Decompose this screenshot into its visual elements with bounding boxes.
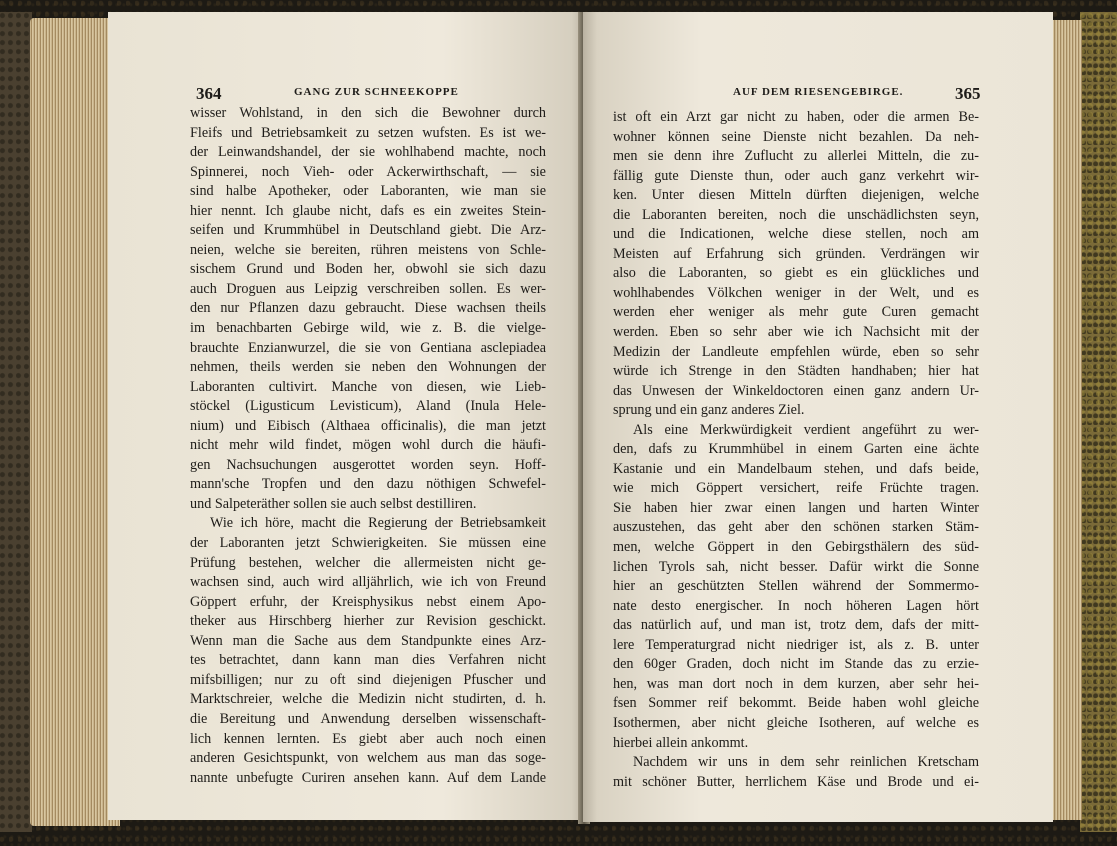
text-line: fällig gute Dienste thun, oder auch ganz verkehrt wir- xyxy=(613,167,979,184)
text-line: den, dafs zu Krummhübel in einem Garten eine ächte xyxy=(613,441,979,458)
text-line: Medizin der Landleute empfehlen würde, eben so sehr xyxy=(613,343,979,360)
text-line: hierbei allein ankommt. xyxy=(613,734,749,751)
text-line: wohlhabendes Völkchen weniger in der Welt, und es xyxy=(613,284,979,301)
text-line: den 60ger Graden, doch nicht im Stande das zu erzie- xyxy=(613,656,979,673)
text-line: nehmen, theils werden sie neben den Wohnungen der xyxy=(190,359,546,376)
left-page-body xyxy=(190,104,546,788)
text-line: nium) und Eibisch (Althaea officinalis), die man jetzt xyxy=(190,417,546,434)
text-line: Isothermen, aber nicht gleiche Isotheren, auf welche es xyxy=(613,714,979,731)
text-line: das natürlich auf, und man ist, trotz dem, dafs der mitt- xyxy=(613,617,979,634)
text-line: würde ich Strenge in den Städten handhaben; hier hat xyxy=(613,363,979,380)
text-line: lich kennen lernten. Es giebt aber auch noch einen xyxy=(190,730,546,747)
text-line: nate desto energischer. In noch höheren Lagen hört xyxy=(613,597,979,614)
text-line: gen Nachsuchungen ausgerottet worden seyn. Hoff- xyxy=(190,456,546,473)
text-line: men sie denn ihre Zuflucht zu allerlei Mitteln, die zu- xyxy=(613,148,979,165)
right-page-number: 365 xyxy=(955,84,981,103)
text-line: wohner können seine Dienste nicht bezahlen. Da neh- xyxy=(613,128,979,145)
text-line: werden eher weniger als mehr gute Curen gemacht xyxy=(613,304,979,321)
text-line: werden. Eben so sehr aber wie ich Nachsicht mit der xyxy=(613,324,979,341)
text-line: mann'sche Tropfen und den dazu nöthigen Schwefel- xyxy=(190,476,546,493)
text-line: ken. Unter diesen Mitteln dürften diejenigen, welche xyxy=(613,187,979,204)
book-cover-left xyxy=(0,12,32,832)
text-line: lichen Tyrols sah, nicht besser. Dafür wirkt die Sonne xyxy=(613,558,979,575)
left-page xyxy=(108,12,586,820)
text-line: fsen Sommer reif bekommt. Beide haben wohl gleiche xyxy=(613,695,979,712)
text-line: also die Laboranten, so giebt es ein glückliches und xyxy=(613,265,979,282)
text-line: Kastanie und ein Mandelbaum stehen, und dafs beide, xyxy=(613,460,979,477)
book-cover-right xyxy=(1080,12,1117,832)
text-line: wie mich Göppert versichert, reife Früchte tragen. xyxy=(613,480,979,497)
left-page-number: 364 xyxy=(196,84,222,103)
text-line: tes betrachtet, dann kann man dies Verfahren nicht xyxy=(190,652,546,669)
text-line: auch Droguen aus Leipzig verschreiben sollen. Es wer- xyxy=(190,280,546,297)
text-line: und die Indicationen, welche diese stellen, noch am xyxy=(613,226,979,243)
text-line: im benachbarten Gebirge wild, wie z. B. die vielge- xyxy=(190,320,546,337)
text-line: Fleifs und Betriebsamkeit zu setzen wufsten. Es ist we- xyxy=(190,124,546,141)
text-line: Marktschreier, welche die Medizin nicht studirten, d. h. xyxy=(190,691,546,708)
text-line: Nachdem wir uns in dem sehr reinlichen Kretscham xyxy=(633,754,979,771)
text-line: der Leinwandshandel, der sie wohlhabend machte, noch xyxy=(190,144,546,161)
text-line: Prüfung bestehen, welcher die allermeisten nicht ge- xyxy=(190,554,546,571)
text-line: Meisten auf Erfahrung sich gründen. Verdrängen wir xyxy=(613,245,979,262)
text-line: der Laboranten jetzt Schwierigkeiten. Sie müssen eine xyxy=(190,535,546,552)
right-page-body xyxy=(613,108,979,792)
text-line: Wenn man die Sache aus dem Standpunkte eines Arz- xyxy=(190,632,546,649)
text-line: men, welche Göppert in den Gebirgsthälern des süd- xyxy=(613,539,979,556)
left-running-head: GANG ZUR SCHNEEKOPPE xyxy=(294,86,459,98)
text-line: und Salpeteräther sollen sie auch selbst destilliren. xyxy=(190,495,477,512)
text-line: wachsen sind, auch wird alljährlich, wie ich von Freund xyxy=(190,574,546,591)
right-page xyxy=(583,12,1053,822)
text-line: lere Temperaturgrad nicht niedriger ist, als z. B. unter xyxy=(613,636,979,653)
text-line: den nur Pflanzen dazu gebraucht. Diese wachsen theils xyxy=(190,300,546,317)
text-line: sischem Grund und Boden her, obwohl sie sich dazu xyxy=(190,261,546,278)
text-line: hen, was man dort noch in dem kurzen, aber sehr hei- xyxy=(613,675,979,692)
text-line: anderen Gesichtspunkt, von welchem aus man das soge- xyxy=(190,750,546,767)
text-line: hier an geschützten Stellen während der Sommermo- xyxy=(613,578,979,595)
text-line: Sie haben hier zwar einen langen und harten Winter xyxy=(613,499,979,516)
text-line: sind halbe Apotheker, oder Laboranten, wie man sie xyxy=(190,183,546,200)
text-line: nannte unbefugte Curiren ansehen kann. Auf dem Lande xyxy=(190,769,546,786)
text-line: nicht mehr wild findet, mögen wohl durch die häufi- xyxy=(190,437,546,454)
text-line: die Laboranten bereiten, noch die unschädlichsten seyn, xyxy=(613,206,979,223)
text-line: Laboranten cultivirt. Manche von diesen, wie Lieb- xyxy=(190,378,546,395)
text-line: neien, welche sie bereiten, rühren meistens von Schle- xyxy=(190,241,546,258)
text-line: mit schöner Butter, herrlichem Käse und Brode und ei- xyxy=(613,773,979,790)
text-line: auszustehen, das geht aber den schönen starken Stäm- xyxy=(613,519,979,536)
text-line: stöckel (Ligusticum Levisticum), Aland (Inula Hele- xyxy=(190,398,546,415)
text-line: wisser Wohlstand, in den sich die Bewohner durch xyxy=(190,105,546,121)
text-line: Wie ich höre, macht die Regierung der Betriebsamkeit xyxy=(210,515,546,532)
text-line: ist oft ein Arzt gar nicht zu haben, oder die armen Be- xyxy=(613,109,979,125)
text-line: hier nennt. Ich glaube nicht, dafs es ein zweites Stein- xyxy=(190,202,546,219)
text-line: brauchte Enzianwurzel, die sie von Gentiana asclepiadea xyxy=(190,339,546,356)
text-line: Göppert erfuhr, der Kreisphysikus nebst einem Apo- xyxy=(190,593,546,610)
text-line: die Bereitung und Anwendung derselben wissenschaft- xyxy=(190,710,546,727)
text-line: Als eine Merkwürdigkeit verdient angeführt zu wer- xyxy=(633,421,979,438)
right-running-head: AUF DEM RIESENGEBIRGE. xyxy=(733,86,904,98)
text-line: seifen und Krummhübel in Deutschland giebt. Die Arz- xyxy=(190,222,546,239)
page-edges-right xyxy=(1050,20,1082,820)
text-line: das Unwesen der Winkeldoctoren einen ganz andern Ur- xyxy=(613,382,979,399)
page-edges-left xyxy=(30,18,120,826)
text-line: theker aus Hirschberg hierher zur Revision geschickt. xyxy=(190,613,546,630)
text-line: sprung und ein ganz anderes Ziel. xyxy=(613,402,805,419)
text-line: Spinnerei, noch Vieh- oder Ackerwirthschaft, — sie xyxy=(190,163,546,180)
text-line: mifsbilligen; nur zu oft sind diejenigen Pfuscher und xyxy=(190,671,546,688)
